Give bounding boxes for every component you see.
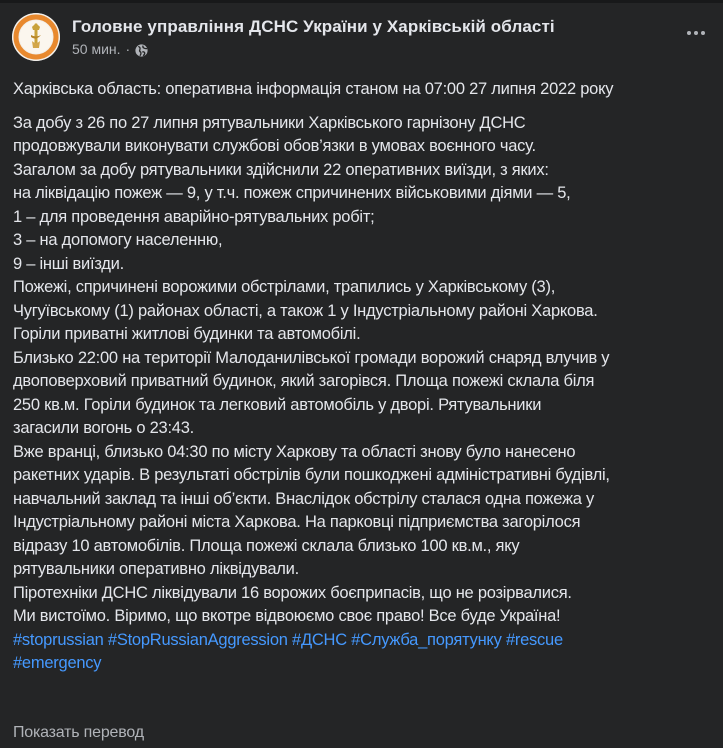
post-text-line: навчальний заклад та інші об’єкти. Внаслідок обстрілу сталася одна пожежа у — [13, 489, 594, 508]
post-text-line: Вже вранці, близько 04:30 по місту Харкову та області знову було нанесено — [13, 442, 576, 461]
post-title-line: Харківська область: оперативна інформація станом на 07:00 27 липня 2022 року — [13, 80, 614, 98]
post-text-line: ракетних ударів. В результаті обстрілів були пошкоджені адміністративні будівлі, — [13, 466, 610, 484]
post-text-line: Пожежі, спричинені ворожими обстрілами, трапились у Харківському (3), — [13, 278, 556, 296]
meta-separator: · — [125, 41, 131, 57]
post-text-line: двоповерховий приватний будинок, який загорівся. Площа пожежі склала біля — [13, 372, 595, 390]
top-edge — [0, 0, 723, 3]
post-text-line: 1 – для проведення аварійно-рятувальних робіт; — [13, 207, 375, 226]
post-text-line: Горіли приватні житлові будинки та автомобілі. — [13, 325, 361, 343]
page-avatar[interactable] — [12, 13, 60, 61]
post-text-line: Індустріальному районі міста Харкова. На парковці підприємства загорілося — [13, 513, 581, 531]
post-meta — [72, 40, 555, 58]
post-text-line: Чугуївському (1) районах області, а також 1 у Індустріальному районі Харкова. — [13, 301, 598, 320]
post-text-line: на ліквідацію пожеж — 9, у т.ч. пожеж спричинених військовими діями — 5, — [13, 184, 571, 202]
more-horizontal-icon-dot — [701, 31, 705, 35]
post-text-line: Близько 22:00 на території Малоданилівської громади ворожий снаряд влучив у — [13, 348, 610, 367]
post-text-line: відразу 10 автомобілів. Площа пожежі склала близько 100 кв.м., яку — [13, 536, 520, 555]
more-horizontal-icon — [687, 31, 691, 35]
show-translation-link[interactable]: Показать перевод — [13, 724, 144, 741]
post-header — [12, 14, 712, 60]
hashtags-line — [13, 652, 713, 676]
header-text — [72, 16, 555, 58]
post-text-line: продовжували виконувати службові обов’язки в умовах воєнного часу. — [13, 137, 536, 155]
more-horizontal-icon-dot — [694, 31, 698, 35]
post-text-line: За добу з 26 по 27 липня рятувальники Харківського гарнізону ДСНС — [13, 113, 526, 132]
post-text-line: Ми вистоїмо. Віримо, що вкотре відвоюємо своє право! Все буде Україна! — [13, 607, 561, 625]
hashtag-link[interactable]: #emergency — [13, 654, 102, 672]
globe-icon — [135, 43, 148, 56]
hashtag-link[interactable]: #Служба_порятунку — [351, 630, 502, 649]
more-options-button[interactable] — [681, 26, 711, 40]
hashtags-line — [13, 629, 713, 653]
post-timestamp[interactable]: 50 мин. — [72, 41, 121, 57]
post-text-line: Загалом за добу рятувальники здійснили 22 оперативних виїзди, з яких: — [13, 160, 549, 179]
page-name-link[interactable]: Головне управління ДСНС України у Харківській області — [72, 17, 555, 36]
post-body — [13, 78, 713, 676]
post-text-line: Піротехніки ДСНС ліквідували 16 ворожих боєприпасів, що не розірвалися. — [13, 583, 572, 602]
hashtag-link[interactable]: #rescue — [505, 630, 563, 649]
post-text-line: 9 – інші виїзди. — [13, 254, 124, 273]
hashtag-link[interactable]: #stoprussian — [13, 630, 104, 649]
post-text-line: загасили вогонь о 23:43. — [13, 419, 194, 437]
emblem-icon — [12, 13, 60, 61]
hashtag-link[interactable]: #StopRussianAggression — [107, 630, 288, 649]
post-text-line: 3 – на допомогу населенню, — [13, 231, 223, 249]
hashtag-link[interactable]: #ДСНС — [292, 630, 347, 649]
post-text-line: 250 кв.м. Горіли будинок та легковий автомобіль у дворі. Рятувальники — [13, 395, 542, 414]
post-text-line: рятувальники оперативно ліквідували. — [13, 560, 299, 578]
